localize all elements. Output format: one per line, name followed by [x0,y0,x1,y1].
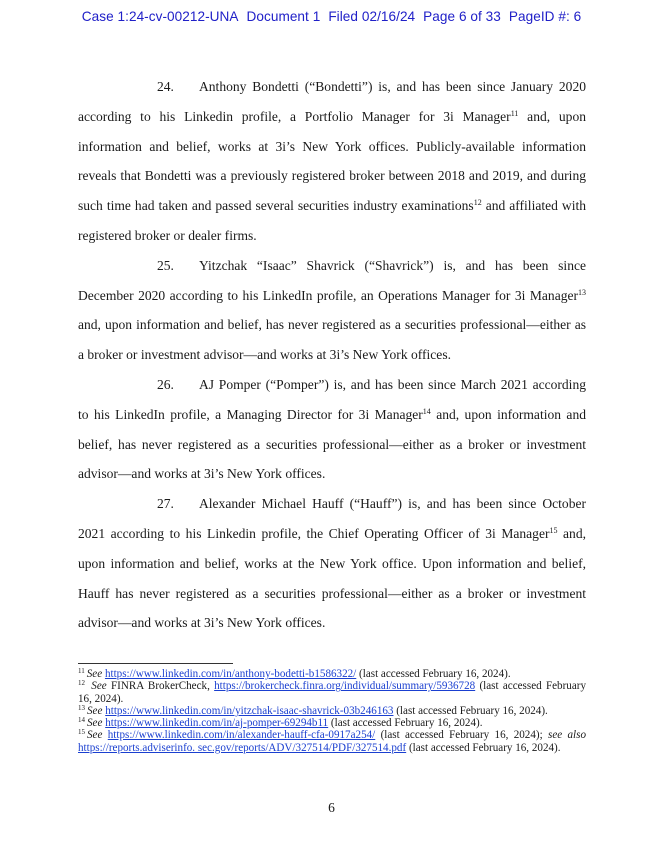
paragraph-text: and, upon information and belief, works at the New York office. Upon information and belief, Hauff has never registered as a securities professional—either as a broker or investment advisor—and works at 3i’s New York offices. [78,525,586,631]
signal-see: See [91,680,107,693]
paragraph-text: Yitzchak “Isaac” Shavrick (“Shavrick”) is, and has been since December 2020 according to his LinkedIn profile, an Operations Manager for 3i Manager [78,257,586,303]
footnote-number: 14 [78,716,85,725]
paragraph-text: AJ Pomper (“Pomper”) is, and has been since March 2021 according to his LinkedIn profile, a Managing Director for 3i Manager [78,376,586,422]
footnotes [78,668,586,754]
case-header [0,9,663,24]
footnote-ref-11[interactable]: 11 [510,108,519,118]
footnote-11 [78,668,586,680]
footnote-link[interactable]: https://www.linkedin.com/in/yitzchak-isaac-shavrick-03b246163 [105,704,394,717]
footnote-number: 12 [78,679,85,688]
footnote-ref-12[interactable]: 12 [473,198,482,208]
footnote-link[interactable]: https://www.linkedin.com/in/aj-pomper-69294b11 [105,717,329,730]
footnote-14 [78,717,586,729]
page-number: 6 [328,800,335,815]
footnote-ref-14[interactable]: 14 [422,406,431,416]
signal-see-also: see also [548,729,587,742]
footnote-text: (last accessed February 16, 2024). [328,717,483,730]
filed-date: Filed 02/16/24 [328,9,416,24]
page-id: PageID #: 6 [508,9,582,24]
case-number: Case 1:24-cv-00212-UNA [81,9,239,24]
footnote-text: (last accessed February 16, 2024). [356,668,511,680]
paragraph-number: 27. [157,496,174,512]
paragraph-number: 25. [157,257,174,273]
footnote-divider [78,663,233,664]
paragraph-text: Anthony Bondetti (“Bondetti”) is, and has been since January 2020 according to his Linkedin profile, a Portfolio Manager for 3i Manager [78,79,586,124]
footnote-13 [78,705,586,717]
paragraph-24 [78,72,586,251]
signal-see: See [87,729,103,742]
footnote-15 [78,729,586,754]
footnote-link[interactable]: https://reports.adviserinfo. sec.gov/reports/ADV/327514/PDF/327514.pdf [78,741,407,754]
footnote-link[interactable]: https://www.linkedin.com/in/anthony-bodetti-b1586322/ [104,668,357,680]
footnote-ref-13[interactable]: 13 [578,287,586,297]
footnote-text: FINRA BrokerCheck, [106,680,215,693]
signal-see: See [87,717,103,730]
paragraph-number: 24. [157,79,174,94]
paragraph-text: and, upon information and belief, has never registered as a securities professional—either as a broker or investment advisor—and works at 3i’s New York offices. [78,317,586,363]
paragraph-text: and, upon information and belief, has never registered as a securities professional—either as a broker or investment advisor—and works at 3i’s New York offices. [78,406,586,482]
footnote-number: 13 [78,703,85,712]
footnote-text: (last accessed February 16, 2024). [78,680,586,705]
paragraph-number: 26. [157,376,174,392]
signal-see: See [87,704,103,717]
paragraph-text: and, upon information and belief, works at 3i’s New York offices. Publicly-available information reveals that Bondetti was a previously registered broker between 2018 and 2019, and during such time had taken and passed several securities industry examinations [78,108,586,214]
document-number: Document 1 [246,9,321,24]
footnote-ref-15[interactable]: 15 [549,525,558,535]
paragraph-27 [78,489,586,638]
page-count: Page 6 of 33 [423,9,501,24]
footnote-number: 15 [78,728,85,737]
signal-see: See [86,668,103,680]
paragraph-25 [78,251,586,370]
paragraph-text: Alexander Michael Hauff (“Hauff”) is, and has been since October 2021 according to his Linkedin profile, the Chief Operating Officer of 3i Manager [78,496,586,541]
footnote-12 [78,680,586,705]
paragraph-text: and affiliated with registered broker or dealer firms. [78,198,586,243]
footnote-text: (last accessed February 16, 2024); [375,729,549,742]
document-body [78,72,586,638]
footnote-link[interactable]: https://brokercheck.finra.org/individual/summary/5936728 [214,680,476,693]
footnote-link[interactable]: https://www.linkedin.com/in/alexander-hauff-cfa-0917a254/ [107,729,376,742]
paragraph-26 [78,370,586,489]
footnote-number: 11 [78,667,85,675]
footnote-text: (last accessed February 16, 2024). [393,704,548,717]
footnote-text: (last accessed February 16, 2024). [406,741,561,754]
